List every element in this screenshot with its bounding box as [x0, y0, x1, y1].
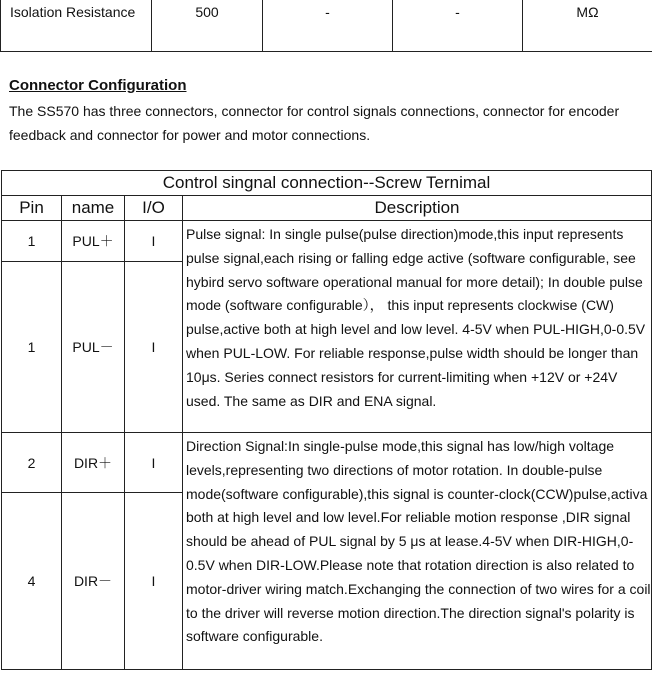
io-cell: I [125, 262, 183, 433]
header-pin: Pin [2, 196, 62, 221]
pin-cell: 1 [2, 221, 62, 262]
header-io: I/O [125, 196, 183, 221]
header-name: name [62, 196, 125, 221]
signal-name-cell: DIR＋ [62, 433, 125, 493]
pin-cell: 2 [2, 433, 62, 493]
table-caption: Control singnal connection--Screw Ternimal [2, 171, 652, 196]
pulse-description: Pulse signal: In single pulse(pulse direction)mode,this input represents pulse signal,each rising or falling edge active (software configurable, see hybird servo software operational manual for more detail); In double pulse mode (software configurable）， this input represents clockwise (CW) pulse,active both at high level and low level. 4-5V when PUL-HIGH,0-0.5V when PUL-LOW. For reliable response,pulse width should be longer than 10μs. Series connect resistors for current-limiting when +12V or +24V used. The same as DIR and ENA signal. [183, 221, 652, 433]
signal-name-cell: PUL＋ [62, 221, 125, 262]
section-heading: Connector Configuration [9, 77, 187, 94]
table-header-row [2, 196, 652, 221]
direction-description: Direction Signal:In single-pulse mode,this signal has low/high voltage levels,representing two directions of motor rotation. In double-pulse mode(software configurable),this signal is counter-clock(CCW)pulse,activa both at high level and low level.For reliable motion response ,DIR signal should be ahead of PUL signal by 5 μs at lease.4-5V when DIR-HIGH,0-0.5V when DIR-LOW.Please note that rotation direction is also related to motor-driver wiring match.Exchanging the connection of two wires for a coil to the driver will reverse motion direction.The direction signal's polarity is software configurable. [183, 433, 652, 670]
max-value: - [393, 0, 523, 52]
signal-name-cell: DIR－ [62, 493, 125, 670]
io-cell: I [125, 221, 183, 262]
pin-cell: 4 [2, 493, 62, 670]
signal-name-cell: PUL－ [62, 262, 125, 433]
specification-table [0, 0, 652, 52]
pin-cell: 1 [2, 262, 62, 433]
io-cell: I [125, 493, 183, 670]
isolation-resistance-row [1, 0, 652, 52]
table-caption-row [2, 171, 652, 196]
control-signal-table [1, 170, 652, 670]
table-row [2, 433, 652, 493]
table-row [2, 221, 652, 262]
header-description: Description [183, 196, 652, 221]
typical-value: - [263, 0, 393, 52]
parameter-name: Isolation Resistance [1, 0, 152, 52]
io-cell: I [125, 433, 183, 493]
min-value: 500 [152, 0, 263, 52]
unit-value: MΩ [523, 0, 652, 52]
section-intro: The SS570 has three connectors, connector for control signals connections, connector for encoder feedback and connector for power and motor connections. [9, 103, 620, 143]
